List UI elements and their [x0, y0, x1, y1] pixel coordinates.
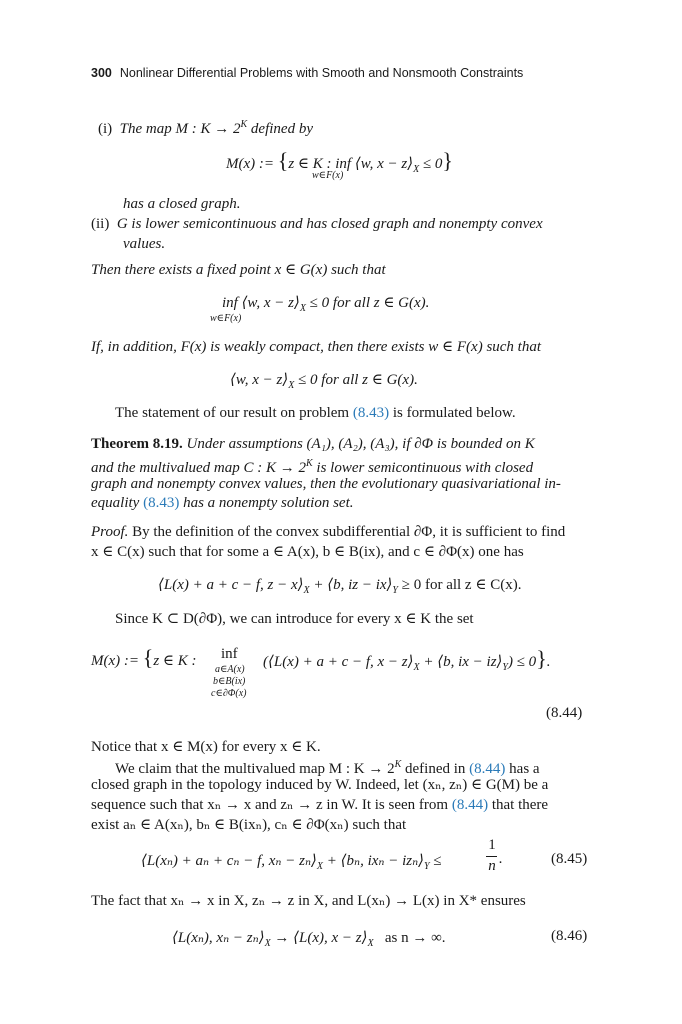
formula-M-set: M(x) := {z ∈ K :: [91, 645, 197, 670]
ref-8-44[interactable]: (8.44): [469, 761, 506, 777]
formula-inf-subscript: w∈F(x): [312, 170, 344, 181]
page-number: 300: [91, 66, 112, 80]
running-title: Nonlinear Differential Problems with Smooth and Nonsmooth Constraints: [119, 66, 524, 80]
book-page: 300 Nonlinear Differential Problems with Smooth and Nonsmooth Constraints (i) The map M : $K \to 2^K$ defined by M(x) := {z ∈ K : inf ⟨w, $x - z⟩_X \le 0$} w∈F(x) has a closed graph. (ii) G is lower semicontinuous and has closed graph and nonempty convex values. Then there exists a fixed point x ∈ G(x) such that inf ⟨w, $x - z⟩_X \le 0$ for all z ∈ G(x). w∈F(x) If, in addition, F(x) is weakly compact, then there exists w ∈ F(x) such that ⟨w, $x - z⟩_X \le 0$ for all z ∈ G(x). The statement of our result on problem (8.43) is formulated below. Theorem 8.19. Under assumptions (A₁), (A₂), (A₃), if ∂Φ is bounded on K and the multivalued map C : $K \to 2^K$ is lower semicontinuous with closed graph and nonempty convex values, then the evolutionary quasivariational in- equality (8.43) has a nonempty solution set. Proof. By the definition of the convex subdifferential ∂Φ, it is sufficient to find x ∈ C(x) such that for some a ∈ A(x), b ∈ B(ix), and c ∈ ∂Φ(x) one has ⟨L(x) + a + c − f, $z - x⟩_X$ + ⟨b, iz − $ix⟩_Y \ge 0$ for all z ∈ C(x). Since K ⊂ D(∂Φ), we can introduce for every x ∈ K the set M(x) := {z ∈ K : inf a∈A(x) b∈B(ix) c∈∂Φ(x) (⟨L(x) + a + c − f, $x - z⟩_X$ + ⟨b, ix − $iz⟩_Y) \le 0$}. (8.44) Notice that x ∈ M(x) for every x ∈ K. We claim that the multivalued map M : $K \to 2^K$ defined in (8.44) has a closed graph in the topology induced by W. Indeed, let (xₙ, zₙ) ∈ G(M) be a sequence such that xₙ → x and zₙ → z in W. It is seen from (8.44) that there exist aₙ ∈ A(xₙ), bₙ ∈ B(ixₙ), cₙ ∈ ∂Φ(xₙ) such that ⟨L(xₙ) + aₙ + cₙ − f, $x_n - z_n⟩_X$ + ⟨bₙ, $ix_n - iz_n⟩_Y$ ≤ 1 n . (8.45) The fact that xₙ → x in X, zₙ → z in X, and L(xₙ) → L(x) in X* ensures ⟨L(xₙ), $x_n - z_n⟩_X$ → ⟨L(x), $x - z⟩_X$ as n → ∞. (8.46): [0, 0, 682, 1024]
ref-8-43[interactable]: (8.43): [352, 405, 390, 421]
formula-variational: ⟨L(x) + a + c − f, $z - x⟩_X$ + ⟨b, iz − $ix⟩_Y \ge 0$ for all z ∈ C(x).: [158, 577, 522, 596]
proof: Proof. By the definition of the convex subdifferential ∂Φ, it is sufficient to find: [91, 524, 566, 540]
formula-M-closed-graph: M(x) := {z ∈ K : inf ⟨w, $x - z⟩_X \le 0$}: [226, 148, 453, 175]
then-text: Then there exists a fixed point x ∈ G(x) such that: [91, 262, 386, 278]
if-text: If, in addition, F(x) is weakly compact, then there exists w ∈ F(x) such that: [91, 339, 542, 355]
ref-8-43-theorem[interactable]: (8.43): [143, 495, 180, 511]
fraction-bar: [486, 856, 497, 857]
item-ii-label: (ii): [91, 216, 110, 232]
ref-8-44-b[interactable]: (8.44): [451, 797, 489, 813]
equation-number-8-44: (8.44): [546, 705, 583, 721]
page-header: [91, 66, 523, 80]
item-ii: (ii) G is lower semicontinuous and has closed graph and nonempty convex: [91, 216, 543, 232]
item-i-label: (i): [98, 121, 113, 137]
formula-8-46: ⟨L(xₙ), $x_n - z_n⟩_X$ → ⟨L(x), $x - z⟩_X$ as n → ∞.: [172, 930, 446, 949]
formula-w: ⟨w, $x - z⟩_X \le 0$ for all z ∈ G(x).: [230, 372, 418, 391]
equation-number-8-45: (8.45): [551, 851, 588, 867]
statement-text: The statement of our result on problem (8.43) is formulated below.: [115, 405, 516, 421]
since-text: Since K ⊂ D(∂Φ), we can introduce for every x ∈ K the set: [115, 611, 474, 627]
proof-label: Proof.: [91, 524, 129, 540]
theorem-8-19: Theorem 8.19. Under assumptions (A₁), (A₂), (A₃), if ∂Φ is bounded on K: [91, 436, 535, 452]
item-i-text: The map M : K → 2: [119, 121, 241, 137]
fact-text: The fact that xₙ → x in X, zₙ → z in X, and L(xₙ) → L(x) in X* ensures: [91, 893, 526, 909]
formula-inf: inf ⟨w, $x - z⟩_X \le 0$ for all z ∈ G(x).: [222, 295, 430, 314]
formula-8-45: ⟨L(xₙ) + aₙ + cₙ − f, $x_n - z_n⟩_X$ + ⟨bₙ, $ix_n - iz_n⟩_Y$ ≤: [141, 853, 442, 872]
equation-number-8-46: (8.46): [551, 928, 588, 944]
notice-text: Notice that x ∈ M(x) for every x ∈ K.: [91, 739, 321, 755]
theorem-title: Theorem 8.19.: [91, 436, 183, 452]
item-i-after: has a closed graph.: [123, 196, 241, 212]
item-i: (i) The map M : $K \to 2^K$ defined by: [98, 119, 313, 137]
claim-paragraph: We claim that the multivalued map M : $K \to 2^K$ defined in (8.44) has a: [115, 759, 540, 777]
